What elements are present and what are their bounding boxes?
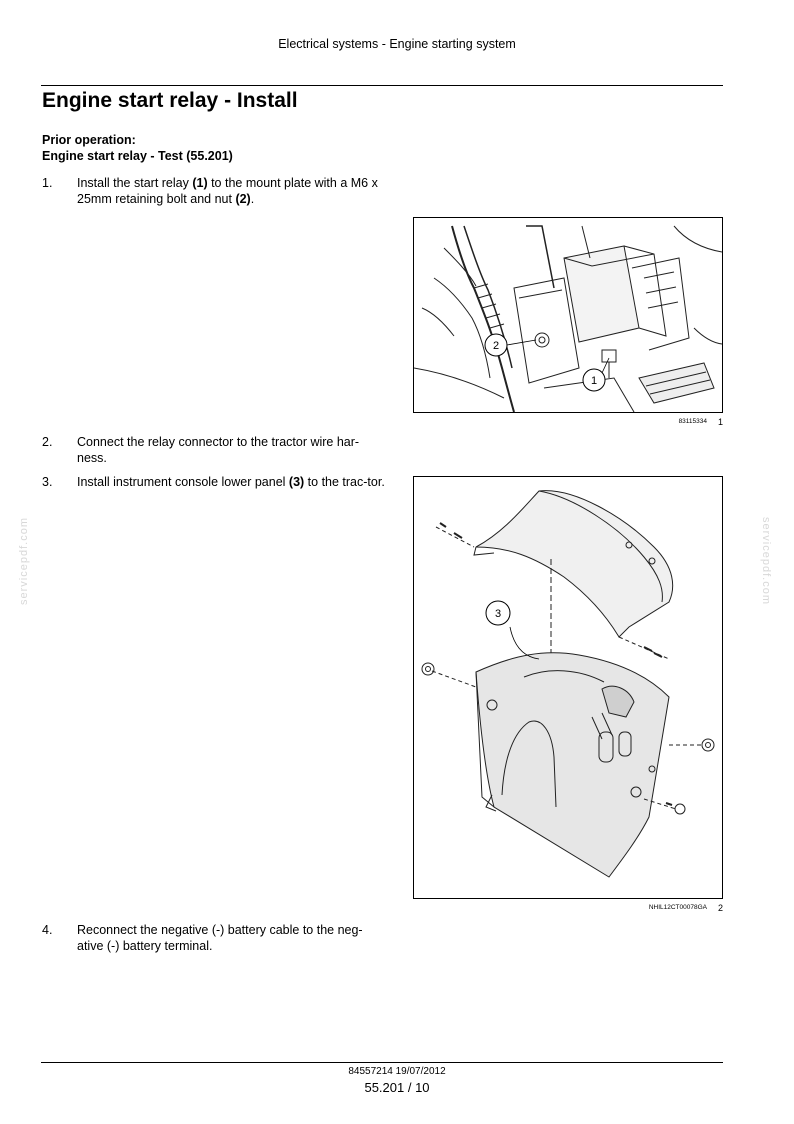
relay-illustration bbox=[414, 218, 722, 412]
prior-operation-link[interactable]: Engine start relay - Test (55.201) bbox=[42, 149, 233, 163]
figure-1-relay-installation bbox=[413, 217, 723, 413]
prior-operation-label: Prior operation: bbox=[42, 133, 136, 147]
step-number: 4. bbox=[42, 923, 53, 937]
figure-2-number: 2 bbox=[718, 903, 724, 913]
figure-2-code: NHIL12CT00078GA bbox=[648, 904, 707, 911]
watermark-left: servicepdf.com bbox=[17, 517, 30, 605]
callout-1 bbox=[583, 358, 609, 391]
callout-2 bbox=[485, 334, 536, 356]
svg-text:2: 2 bbox=[492, 340, 500, 352]
step-text: Connect the relay connector to the tractor wire har-ness. bbox=[77, 435, 360, 465]
header-rule bbox=[41, 85, 723, 86]
step-number: 1. bbox=[42, 176, 53, 190]
figure-2-console-panel bbox=[413, 476, 723, 899]
callout-3 bbox=[486, 601, 539, 659]
page-title: Engine start relay - Install bbox=[42, 89, 298, 112]
footer-doc-info: 84557214 19/07/2012 bbox=[348, 1066, 446, 1077]
figure-1-number: 1 bbox=[718, 417, 724, 427]
figure-1-code: 83115334 bbox=[678, 418, 707, 425]
footer-rule bbox=[41, 1062, 723, 1063]
console-panel-illustration bbox=[414, 477, 722, 898]
prior-operation bbox=[42, 132, 233, 164]
running-header: Electrical systems - Engine starting system bbox=[278, 37, 516, 51]
step-text: Install instrument console lower panel (3) to the trac-tor. bbox=[77, 475, 385, 489]
step-text: Reconnect the negative (-) battery cable to the neg-ative (-) battery terminal. bbox=[77, 923, 363, 953]
footer-page-number: 55.201 / 10 bbox=[364, 1080, 430, 1095]
step-text: Install the start relay (1) to the mount plate with a M6 x 25mm retaining bolt and nut (2). bbox=[77, 176, 378, 206]
svg-text:1: 1 bbox=[590, 375, 598, 387]
svg-text:3: 3 bbox=[494, 608, 502, 620]
step-number: 2. bbox=[42, 435, 53, 449]
watermark-right: servicepdf.com bbox=[759, 517, 772, 605]
step-number: 3. bbox=[42, 475, 53, 489]
